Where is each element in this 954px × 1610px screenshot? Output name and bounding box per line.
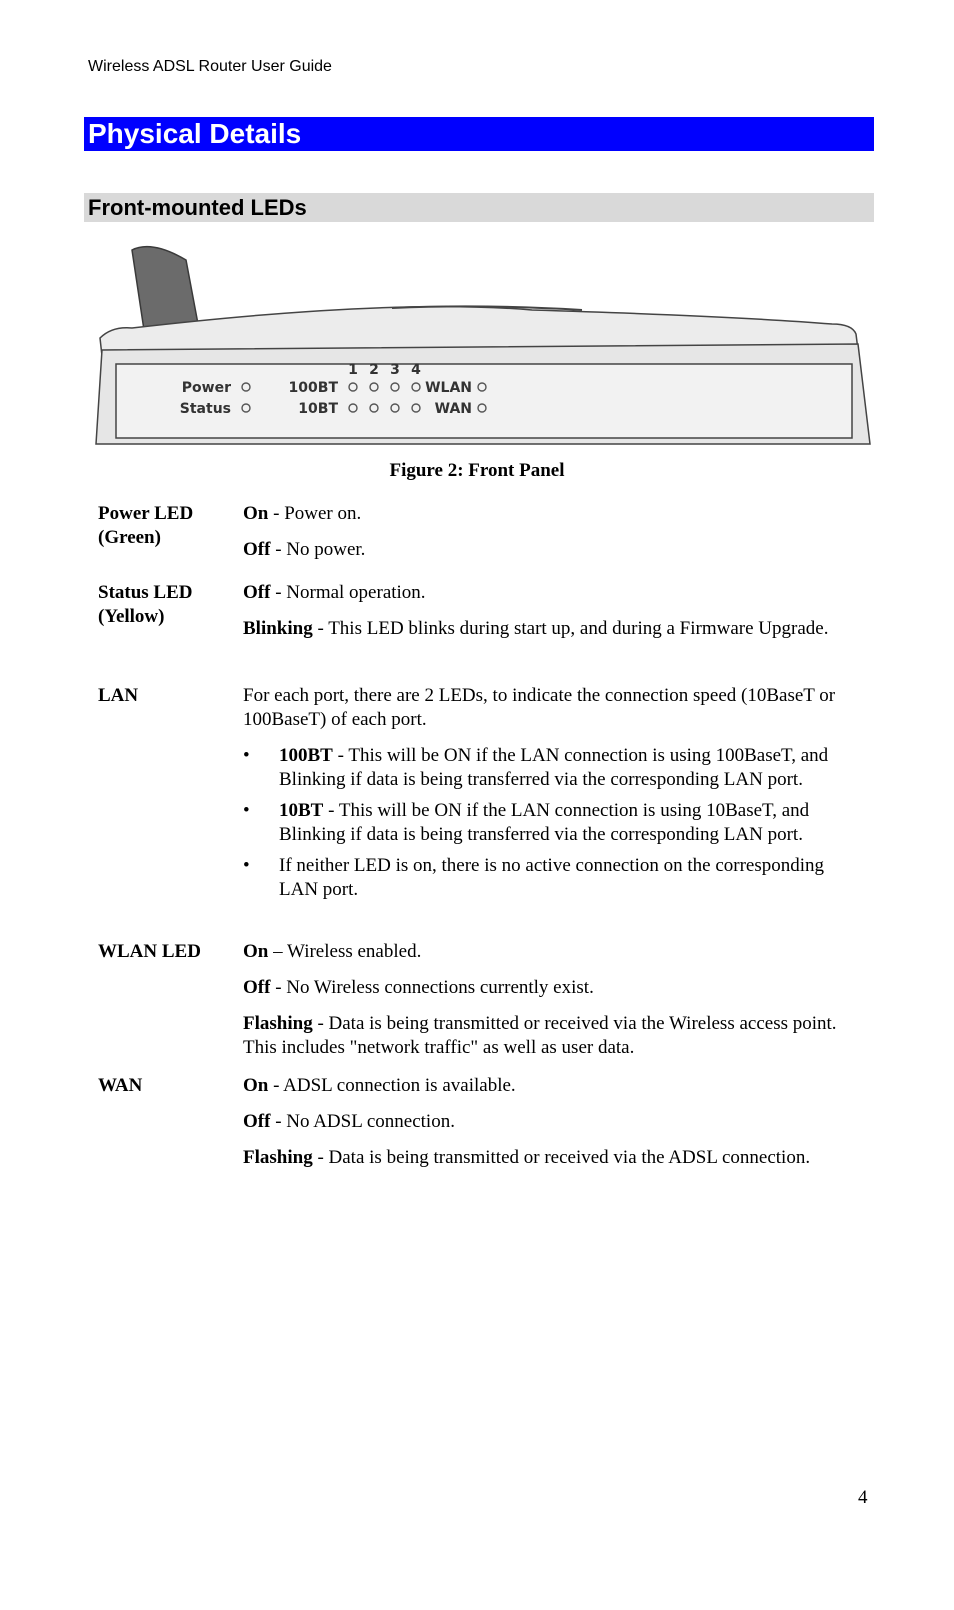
panel-port-3: 3 — [390, 362, 400, 378]
led-entry: Flashing - Data is being transmitted or received via the ADSL connection. — [243, 1147, 811, 1168]
led-term: LAN — [98, 685, 139, 706]
panel-label-100bt: 100BT — [288, 380, 338, 396]
panel-label-power: Power — [181, 380, 231, 396]
front-panel-figure — [92, 238, 874, 450]
panel-port-2: 2 — [369, 362, 379, 378]
panel-port-1: 1 — [348, 362, 358, 378]
led-term: WAN — [98, 1075, 143, 1096]
led-entry: On – Wireless enabled. — [243, 941, 422, 962]
antenna-shape — [132, 247, 198, 330]
led-definitions — [243, 581, 863, 684]
led-term: Status LED (Yellow) — [98, 582, 193, 627]
led-row-power — [98, 502, 863, 581]
led-entry: On - Power on. — [243, 503, 362, 524]
figure-caption: Figure 2: Front Panel — [389, 460, 565, 481]
led-entry: Off - No Wireless connections currently exist. — [243, 977, 594, 998]
subsection-title-front-leds: Front-mounted LEDs — [84, 193, 874, 222]
led-entry: Off - No ADSL connection. — [243, 1111, 455, 1132]
section-title-physical-details: Physical Details — [84, 117, 874, 151]
list-item: • 10BT - This will be ON if the LAN connection is using 10BaseT, and Blinking if data is being transferred via the corresponding LAN port. — [243, 800, 810, 845]
led-entry: Off - Normal operation. — [243, 582, 426, 603]
panel-label-status: Status — [179, 401, 231, 417]
led-definitions — [243, 1074, 863, 1170]
lan-intro: For each port, there are 2 LEDs, to indicate the connection speed (10BaseT or 100BaseT) of each port. — [243, 685, 836, 730]
led-definitions — [243, 684, 863, 940]
lan-bullet-list — [243, 744, 863, 902]
led-entry: Blinking - This LED blinks during start up, and during a Firmware Upgrade. — [243, 618, 829, 639]
panel-label-wlan: WLAN — [425, 380, 472, 396]
panel-label-10bt: 10BT — [298, 401, 338, 417]
led-row-status — [98, 581, 863, 684]
list-item: • If neither LED is on, there is no active connection on the corresponding LAN port. — [243, 855, 825, 900]
led-row-wlan — [98, 940, 863, 1074]
front-panel-illustration — [92, 238, 874, 450]
running-header: Wireless ADSL Router User Guide — [88, 58, 332, 75]
led-term: Power LED (Green) — [98, 503, 194, 548]
led-definitions — [243, 940, 863, 1074]
led-row-lan — [98, 684, 863, 940]
panel-port-4: 4 — [411, 362, 421, 378]
led-entry: On - ADSL connection is available. — [243, 1075, 516, 1096]
led-definitions — [243, 502, 863, 581]
led-entry: Flashing - Data is being transmitted or received via the Wireless access point. This includes "network traffic" as well as user data. — [243, 1013, 837, 1058]
led-descriptions — [98, 502, 863, 1170]
panel-label-wan: WAN — [434, 401, 472, 417]
led-entry: Off - No power. — [243, 539, 366, 560]
list-item: • 100BT - This will be ON if the LAN connection is using 100BaseT, and Blinking if data is being transferred via the corresponding LAN port. — [243, 745, 829, 790]
page-number: 4 — [858, 1487, 868, 1508]
led-row-wan — [98, 1074, 863, 1170]
led-term: WLAN LED — [98, 941, 201, 962]
